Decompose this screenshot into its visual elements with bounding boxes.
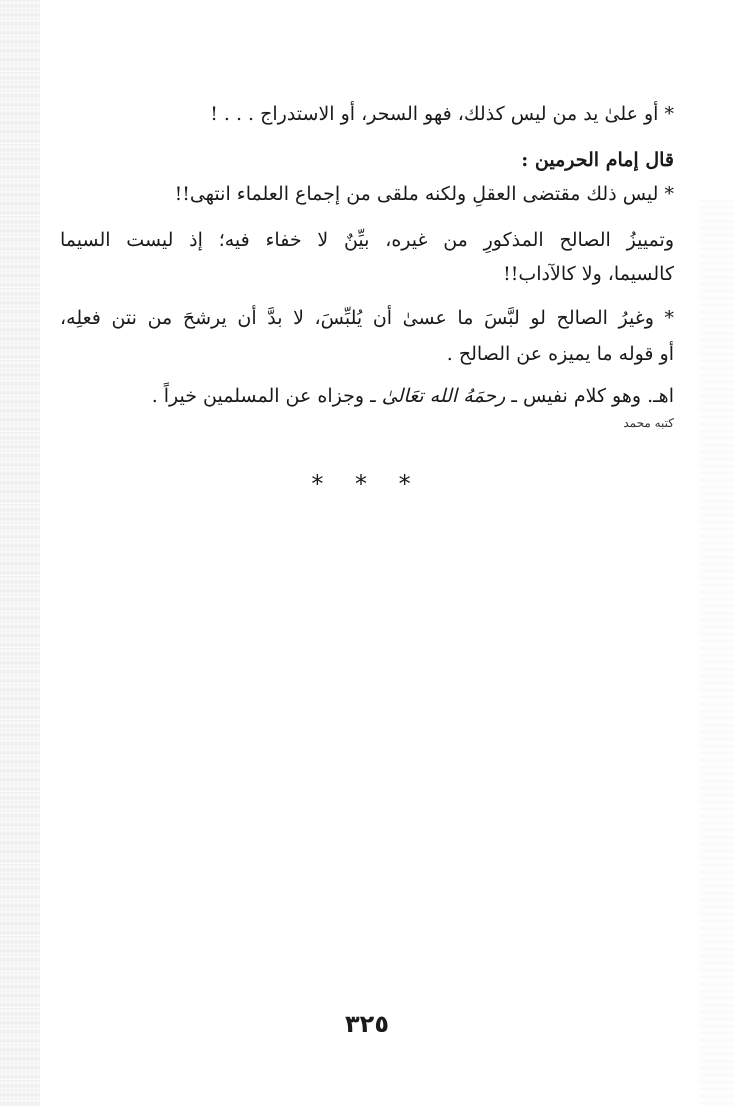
text-line-heading: قال إمام الحرمين : bbox=[521, 149, 674, 171]
text-line-7a: اهـ. وهو كلام نفيس ـ bbox=[511, 385, 674, 407]
signature: كتبه محمد bbox=[623, 416, 674, 430]
book-page bbox=[60, 0, 674, 1106]
text-line-2: * ليس ذلك مقتضى العقلِ ولكنه ملقى من إجماع العلماء انتهى!! bbox=[174, 183, 674, 205]
text-line-6: أو قوله ما يميزه عن الصالح . bbox=[446, 343, 674, 365]
text-line-1: * أو علىٰ يد من ليس كذلك، فهو السحر، أو الاستدراج . . . ! bbox=[210, 103, 674, 125]
text-line-7c: ـ وجزاه عن المسلمين خيراً . bbox=[151, 385, 376, 407]
calligraphy-rahimahullah: رحمَهُ الله تعَالىٰ bbox=[381, 385, 506, 407]
text-line-5: * وغيرُ الصالح لو لبَّسَ ما عسىٰ أن يُلبِّسَ، لا بدَّ أن يرشحَ من نتن فعلِه، bbox=[60, 307, 674, 329]
text-line-7 bbox=[60, 382, 674, 410]
scan-edge-left bbox=[0, 0, 40, 1106]
text-line-3: وتمييزُ الصالح المذكورِ من غيره، بيِّنٌ لا خفاء فيه؛ إذ ليست السيما bbox=[60, 229, 674, 251]
page-number: ٣٢٥ bbox=[345, 1010, 389, 1038]
section-separator: * * * bbox=[311, 470, 423, 498]
text-line-4: كالسيما، ولا كالآداب!! bbox=[503, 263, 674, 285]
scan-edge-right bbox=[700, 200, 734, 1106]
